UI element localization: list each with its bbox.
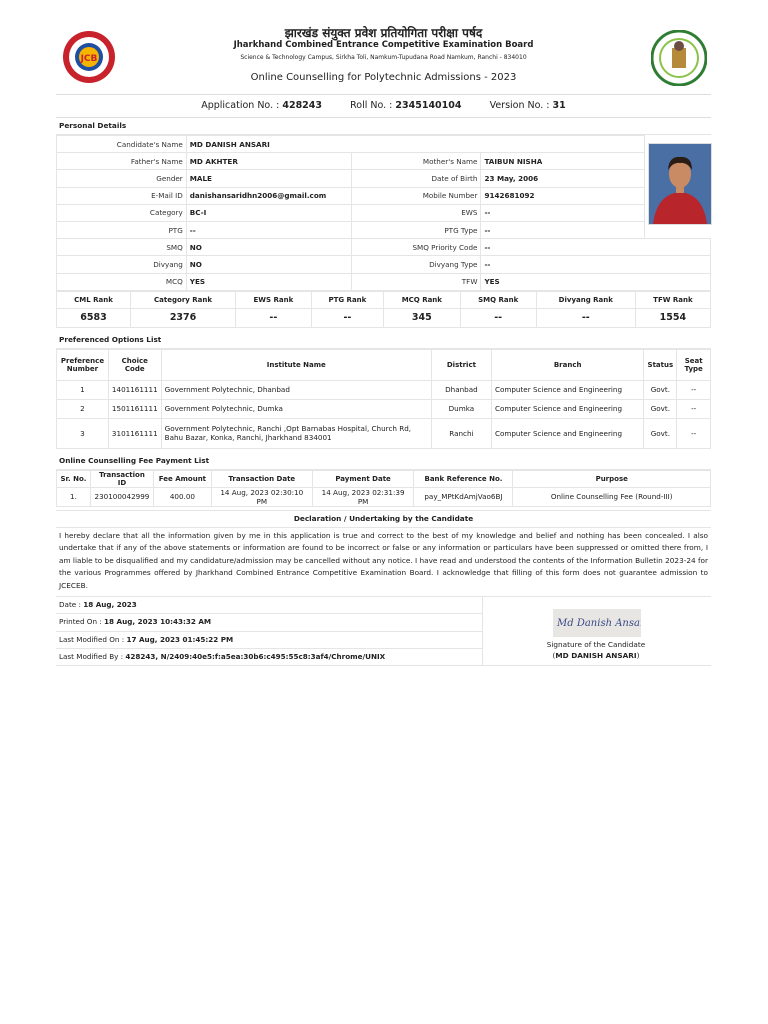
ptg-type-label: PTG Type (351, 221, 481, 238)
table-row (57, 418, 711, 448)
header (56, 22, 711, 94)
app-no-label: Application No. : (201, 100, 280, 111)
ranks-table (56, 291, 711, 328)
pref-cell: Govt. (644, 399, 677, 418)
fee-header-5: Bank Reference No. (414, 470, 513, 487)
divyang-label: Divyang (57, 256, 187, 273)
rank-header-6: Divyang Rank (536, 291, 635, 308)
logo-left-text: JCB (80, 54, 98, 64)
rank-value-1: 2376 (131, 308, 236, 327)
fee-table (56, 470, 711, 507)
pref-header-1: Choice Code (108, 349, 161, 380)
application-info-bar (56, 94, 711, 118)
pref-cell: Dhanbad (431, 380, 491, 399)
fee-header-1: Transaction ID (90, 470, 153, 487)
printed-row: Printed On : 18 Aug, 2023 10:43:32 AM (56, 614, 483, 632)
rank-value-0: 6583 (57, 308, 131, 327)
mother-name-label: Mother's Name (351, 153, 481, 170)
smq-value: NO (186, 239, 351, 256)
divyang-type-label: Divyang Type (351, 256, 481, 273)
pref-cell: Dumka (431, 399, 491, 418)
pref-cell: -- (677, 418, 711, 448)
personal-details-table (56, 135, 711, 291)
modified-value: 17 Aug, 2023 01:45:22 PM (126, 634, 234, 644)
pref-cell: 3 (57, 418, 109, 448)
rank-value-4: 345 (384, 308, 460, 327)
ptg-label: PTG (57, 221, 187, 238)
fee-cell: 14 Aug, 2023 02:31:39 PM (312, 487, 414, 506)
fee-title: Online Counselling Fee Payment List (56, 453, 711, 470)
divyang-type-value: -- (481, 256, 711, 273)
personal-details-title: Personal Details (56, 118, 711, 135)
divyang-value: NO (186, 256, 351, 273)
pref-cell: Government Polytechnic, Dumka (161, 399, 431, 418)
jharkhand-emblem-icon (651, 30, 707, 86)
board-name-hindi: झारखंड संयुक्त प्रवेश प्रतियोगिता परीक्षा पर्षद (284, 26, 483, 40)
fee-header-2: Fee Amount (153, 470, 211, 487)
table-row (57, 399, 711, 418)
svg-text:Md Danish Ansari: Md Danish Ansari (557, 617, 641, 629)
rank-header-3: PTG Rank (311, 291, 384, 308)
mother-name-value: TAIBUN NISHA (481, 153, 645, 170)
declaration-title: Declaration / Undertaking by the Candidate (56, 510, 711, 528)
mobile-value: 9142681092 (481, 187, 645, 204)
tfw-label: TFW (351, 273, 481, 290)
printed-value: 18 Aug, 2023 10:43:32 AM (104, 617, 212, 627)
page-title: Online Counselling for Polytechnic Admissions - 2023 (250, 72, 517, 83)
tfw-value: YES (481, 273, 711, 290)
pref-cell: Computer Science and Engineering (491, 418, 643, 448)
modified-by-value: 428243, N/2409:40e5:f:a5ea:30b6:c495:55c8:3af4/Chrome/UNIX (125, 652, 386, 662)
fee-cell: 400.00 (153, 487, 211, 506)
signature-caption-text: Signature of the Candidate (546, 639, 646, 649)
mcq-label: MCQ (57, 273, 187, 290)
preferences-table (56, 349, 711, 449)
category-label: Category (57, 204, 187, 221)
pref-cell: 2 (57, 399, 109, 418)
roll-no-value: 2345140104 (395, 100, 462, 111)
signature-caption: Signature of the Candidate (MD DANISH ANSARI) (496, 639, 696, 661)
app-no-value: 428243 (282, 100, 323, 111)
pref-header-0: Preference Number (57, 349, 109, 380)
fee-header-4: Payment Date (312, 470, 414, 487)
ptg-value: -- (186, 221, 351, 238)
signature-image (553, 609, 641, 637)
smq-priority-value: -- (481, 239, 711, 256)
ews-label: EWS (351, 204, 481, 221)
pref-cell: -- (677, 399, 711, 418)
rank-header-1: Category Rank (131, 291, 236, 308)
candidate-name-value: MD DANISH ANSARI (186, 136, 644, 153)
pref-cell: Government Polytechnic, Ranchi ,Opt Barnabas Hospital, Church Rd, Bahu Bazar, Konka, Ranchi, Jharkhand 834001 (161, 418, 431, 448)
candidate-photo (648, 143, 712, 225)
application-form (56, 22, 711, 666)
rank-header-5: SMQ Rank (460, 291, 536, 308)
gender-label: Gender (57, 170, 187, 187)
version-value: 31 (552, 100, 566, 111)
rank-value-2: -- (236, 308, 312, 327)
board-address: Science & Technology Campus, Sirkha Toli, Namkum-Tupudana Road Namkum, Ranchi - 834010 (240, 54, 527, 61)
pref-cell: Computer Science and Engineering (491, 399, 643, 418)
table-row (57, 380, 711, 399)
candidate-name-label: Candidate's Name (57, 136, 187, 153)
rank-value-7: 1554 (635, 308, 710, 327)
father-name-label: Father's Name (57, 153, 187, 170)
rank-header-2: EWS Rank (236, 291, 312, 308)
pref-cell: Govt. (644, 380, 677, 399)
pref-cell: 1501161111 (108, 399, 161, 418)
fee-cell: pay_MPtKdAmjVao6BJ (414, 487, 513, 506)
fee-cell: 230100042999 (90, 487, 153, 506)
pref-cell: Ranchi (431, 418, 491, 448)
preferences-title: Preferenced Options List (56, 332, 711, 349)
father-name-value: MD AKHTER (186, 153, 351, 170)
fee-cell: 1. (57, 487, 91, 506)
pref-header-5: Status (644, 349, 677, 380)
signature-name: MD DANISH ANSARI (555, 650, 637, 660)
footer (56, 596, 711, 666)
email-value: danishansaridhn2006@gmail.com (186, 187, 351, 204)
pref-header-4: Branch (491, 349, 643, 380)
rank-value-5: -- (460, 308, 536, 327)
smq-label: SMQ (57, 239, 187, 256)
board-name-english: Jharkhand Combined Entrance Competitive Examination Board (233, 40, 534, 50)
rank-header-4: MCQ Rank (384, 291, 460, 308)
dob-label: Date of Birth (351, 170, 481, 187)
rank-header-0: CML Rank (57, 291, 131, 308)
fee-cell: Online Counselling Fee (Round-III) (513, 487, 711, 506)
pref-header-3: District (431, 349, 491, 380)
pref-cell: Govt. (644, 418, 677, 448)
ews-value: -- (481, 204, 645, 221)
rank-header-7: TFW Rank (635, 291, 710, 308)
smq-priority-label: SMQ Priority Code (351, 239, 481, 256)
category-value: BC-I (186, 204, 351, 221)
fee-header-0: Sr. No. (57, 470, 91, 487)
fee-header-6: Purpose (513, 470, 711, 487)
pref-cell: Computer Science and Engineering (491, 380, 643, 399)
signature-icon (553, 609, 641, 637)
candidate-photo-icon (649, 144, 711, 224)
dob-value: 23 May, 2006 (481, 170, 645, 187)
mobile-label: Mobile Number (351, 187, 481, 204)
rank-value-3: -- (311, 308, 384, 327)
pref-cell: 1401161111 (108, 380, 161, 399)
pref-cell: Government Polytechnic, Dhanbad (161, 380, 431, 399)
pref-header-2: Institute Name (161, 349, 431, 380)
mcq-value: YES (186, 273, 351, 290)
roll-no-label: Roll No. : (350, 100, 393, 111)
modified-row: Last Modified On : 17 Aug, 2023 01:45:22 PM (56, 632, 483, 650)
pref-cell: 1 (57, 380, 109, 399)
pref-header-6: Seat Type (677, 349, 711, 380)
declaration-text: I hereby declare that all the information given by me in this application is true and correct to the best of my knowledge and belief and nothing has been concealed. I also undertake that if any of the above statements or information are found to be incorrect or false or any information or particulars have been suppressed or omitted there from, I am liable to be disqualified and my candidature/admission may be cancelled without any notice. I have read and understood the contents of the Information Bulletin 2023-24 for the various Programmes offered by Jharkhand Combined Entrance Competitive Examination Board. I acknowledge that filling of this form does not guarantee admission to JCECEB. (59, 530, 708, 591)
pref-cell: -- (677, 380, 711, 399)
version-label: Version No. : (489, 100, 550, 111)
fee-cell: 14 Aug, 2023 02:30:10 PM (211, 487, 312, 506)
gender-value: MALE (186, 170, 351, 187)
ptg-type-value: -- (481, 221, 645, 238)
date-row: Date : 18 Aug, 2023 (56, 597, 483, 615)
email-label: E-Mail ID (57, 187, 187, 204)
modified-by-row: Last Modified By : 428243, N/2409:40e5:f:a5ea:30b6:c495:55c8:3af4/Chrome/UNIX (56, 649, 483, 666)
date-value: 18 Aug, 2023 (83, 599, 137, 609)
fee-header-3: Transaction Date (211, 470, 312, 487)
table-row (57, 487, 711, 506)
rank-value-6: -- (536, 308, 635, 327)
pref-cell: 3101161111 (108, 418, 161, 448)
